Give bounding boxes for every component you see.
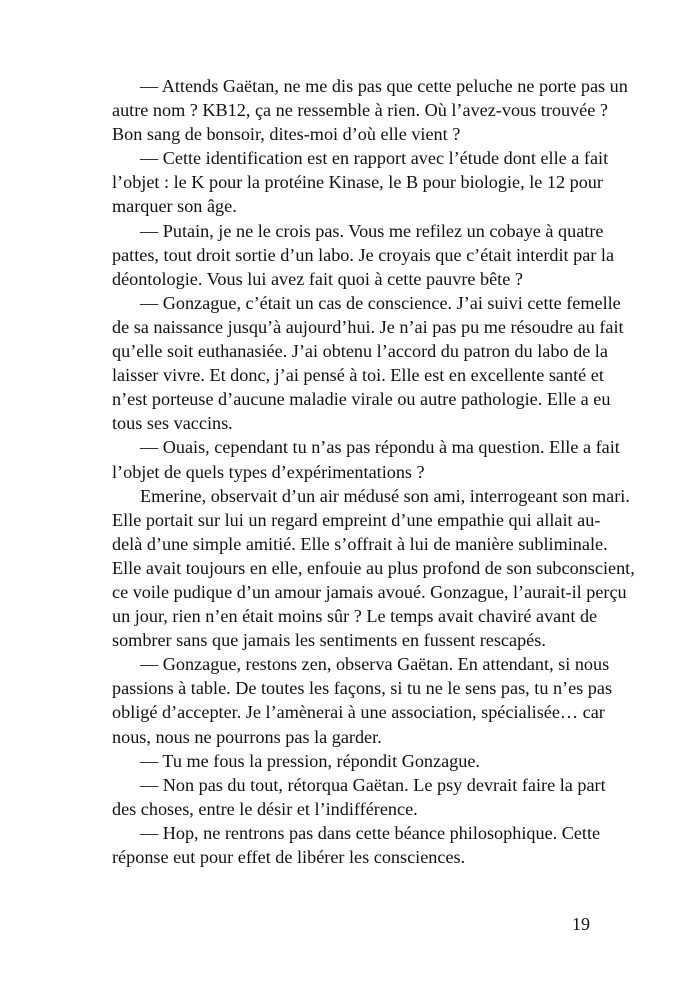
text-line: marquer son âge. — [112, 196, 237, 217]
text-line: — Non pas du tout, rétorqua Gaëtan. Le psy devrait faire la part — [140, 774, 606, 795]
text-line: des choses, entre le désir et l’indifférence. — [112, 798, 418, 819]
paragraph — [112, 749, 590, 773]
text-line: — Ouais, cependant tu n’as pas répondu à ma question. Elle a fait — [140, 437, 620, 458]
text-line: déontologie. Vous lui avez fait quoi à cette pauvre bête ? — [112, 268, 523, 289]
text-line: l’objet : le K pour la protéine Kinase, le B pour biologie, le 12 pour — [112, 172, 603, 193]
text-line: — Tu me fous la pression, répondit Gonzague. — [140, 750, 480, 771]
text-line: Elle avait toujours en elle, enfouie au plus profond de son subconscient, — [112, 557, 635, 578]
text-line: Emerine, observait d’un air médusé son ami, interrogeant son mari. — [140, 485, 630, 506]
page-body-text — [112, 74, 635, 869]
text-line: — Gonzague, restons zen, observa Gaëtan. En attendant, si nous — [140, 654, 610, 675]
text-line: ce voile pudique d’un amour jamais avoué. Gonzague, l’aurait-il perçu — [112, 581, 627, 602]
text-line: qu’elle soit euthanasiée. J’ai obtenu l’accord du patron du labo de la — [112, 341, 608, 362]
text-line: autre nom ? KB12, ça ne ressemble à rien. Où l’avez-vous trouvée ? — [112, 100, 608, 121]
text-line: l’objet de quels types d’expérimentations ? — [112, 461, 425, 482]
text-line: — Cette identification est en rapport avec l’étude dont elle a fait — [140, 148, 609, 169]
text-line: — Gonzague, c’était un cas de conscience. J’ai suivi cette femelle — [140, 292, 621, 313]
text-line: de sa naissance jusqu’à aujourd’hui. Je n’ai pas pu me résoudre au fait — [112, 316, 624, 337]
text-line: — Attends Gaëtan, ne me dis pas que cette peluche ne porte pas un — [140, 76, 628, 96]
paragraph — [112, 291, 624, 436]
text-line: delà d’une simple amitié. Elle s’offrait à lui de manière subliminale. — [112, 533, 608, 554]
paragraph — [112, 773, 606, 821]
text-line: sombrer sans que jamais les sentiments en fussent rescapés. — [112, 630, 546, 651]
paragraph — [112, 146, 609, 218]
text-line: Elle portait sur lui un regard empreint d’une empathie qui allait au- — [112, 509, 601, 530]
text-line: obligé d’accepter. Je l’amènerai à une association, spécialisée… car — [112, 702, 605, 723]
text-line: — Putain, je ne le crois pas. Vous me refilez un cobaye à quatre — [140, 220, 604, 241]
text-line: tous ses vaccins. — [112, 413, 233, 434]
text-line: Bon sang de bonsoir, dites-moi d’où elle vient ? — [112, 124, 461, 145]
text-line: passions à table. De toutes les façons, si tu ne le sens pas, tu n’es pas — [112, 678, 613, 699]
text-line: nous, nous ne pourrons pas la garder. — [112, 726, 382, 747]
paragraph — [112, 652, 613, 748]
paragraph — [112, 74, 628, 146]
paragraph — [112, 219, 615, 291]
paragraph — [112, 821, 601, 869]
text-line: réponse eut pour effet de libérer les consciences. — [112, 847, 466, 867]
text-line: laisser vivre. Et donc, j’ai pensé à toi. Elle est en excellente santé et — [112, 365, 604, 386]
page-number: 19 — [572, 914, 590, 934]
paragraph — [112, 435, 620, 483]
text-line: n’est porteuse d’aucune maladie virale ou autre pathologie. Elle a eu — [112, 389, 611, 410]
text-line: pattes, tout droit sortie d’un labo. Je croyais que c’était interdit par la — [112, 244, 615, 265]
text-line: — Hop, ne rentrons pas dans cette béance philosophique. Cette — [140, 822, 601, 843]
paragraph — [112, 484, 635, 653]
text-line: un jour, rien n’en était moins sûr ? Le temps avait chaviré avant de — [112, 606, 598, 627]
